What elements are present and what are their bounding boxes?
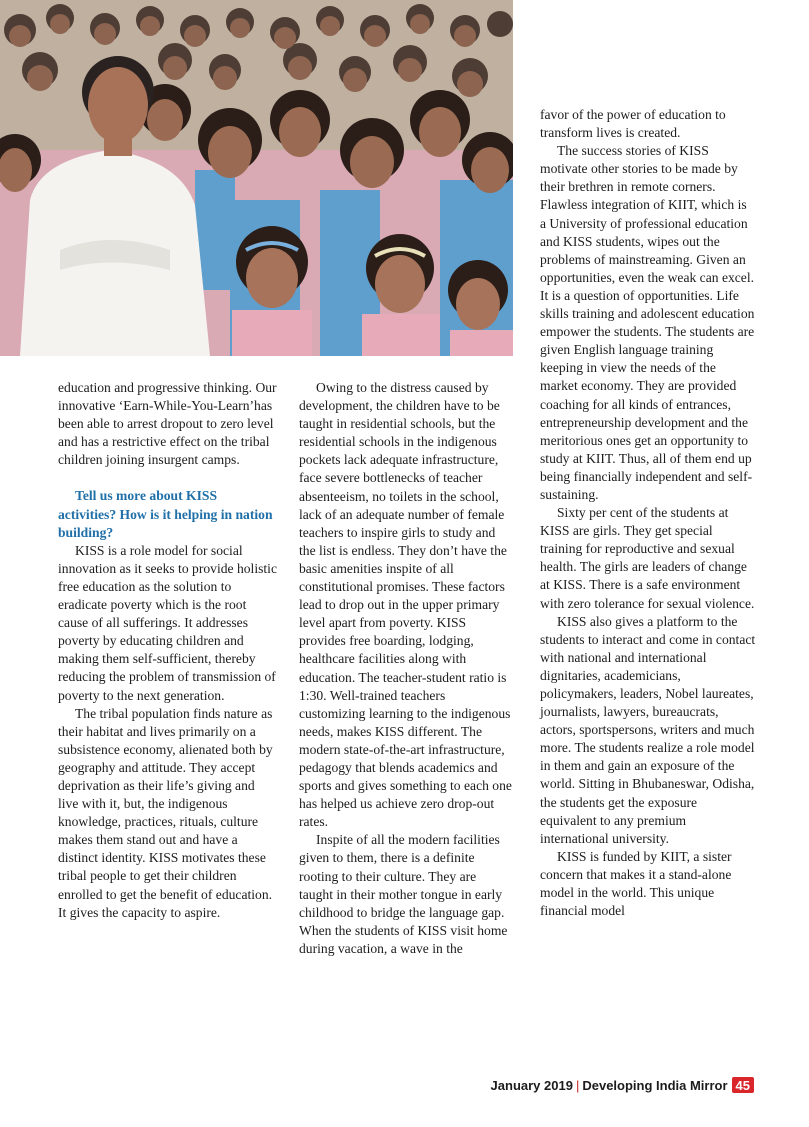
- column-1: [58, 379, 278, 922]
- column-2-paragraph-1: Owing to the distress caused by development, the children have to be taught in residential schools, but the residential schools in the indigenous pockets lack adequate infrastructure, face severe bottlenecks of teacher absenteeism, no toilets in the school, lack of an adequate number of female teachers to inspire girls to study and the list is endless. They don’t have the basic amenities inspite of all constitutional promises. These factors lead to drop out in the upper primary level apart from poverty. KISS provides free boarding, lodging, healthcare facilities along with education. The teacher-student ratio is 1:30. Well-trained teachers customizing learning to the indigenous needs, makes KISS different. The modern state-of-the-art infrastructure, pedagogy that blends academics and sports and gives something to each one has helped us achieve zero drop-out rates.: [299, 380, 512, 830]
- column-2-paragraph-2: Inspite of all the modern facilities given to them, there is a definite rooting to their culture. They are taught in their mother tongue in early childhood to bridge the language gap. When the students of KISS visit home during vacation, a wave in the: [299, 832, 508, 956]
- column-2: [299, 379, 512, 958]
- interview-question: Tell us more about KISS activities? How is it helping in nation building?: [58, 488, 273, 540]
- magazine-title: Developing India Mirror: [582, 1078, 728, 1093]
- page-footer: [460, 1077, 754, 1093]
- page-number-badge: 45: [732, 1077, 754, 1093]
- column-1-paragraph-3: The tribal population finds nature as their habitat and lives primarily on a subsistence economy, alienated both by geography and attitude. They accept deprivation as their life’s giving and live with it, but, the indigenous knowledge, practices, rituals, culture makes them stand out and have a distinct identity. KISS motivates these tribal people to get their children enrolled to get the benefit of education. It gives the capacity to aspire.: [58, 705, 273, 920]
- footer-separator: |: [575, 1078, 580, 1093]
- column-1-paragraph-1: education and progressive thinking. Our innovative ‘Earn-While-You-Learn’has been able to arrest dropout to zero level and has a restrictive effect on the tribal children joining insurgent camps.: [58, 380, 277, 468]
- column-1-paragraph-2: KISS is a role model for social innovation as it seeks to provide holistic free education as the solution to eradicate poverty which is the root cause of all sufferings. It addresses poverty by educating children and making them self-sufficient, thereby reducing the problem of transmission of poverty to the next generation.: [58, 542, 277, 703]
- column-3-paragraph-3: Sixty per cent of the students at KISS are girls. They get special training for reproductive and sexual health. The girls are leaders of change at KISS. There is a safe environment with zero tolerance for sexual violence.: [540, 505, 755, 611]
- column-3-paragraph-2: The success stories of KISS motivate other stories to be made by their brethren in remote corners. Flawless integration of KIIT, which is a University of professional education and KISS students, wipes out the problems of mainstreaming. Given an opportunities, even the weak can excel. It is a question of opportunities. Life skills training and adolescent education empower the students. The students are given English language training keeping in view the needs of the market economy. They are provided coaching for all kinds of entrances, entrepreneurship development and the meritorious ones get an opportunity to study at KIIT. Thus, all of them end up being financially independent and self-sustaining.: [540, 143, 755, 502]
- column-3-paragraph-5: KISS is funded by KIIT, a sister concern that makes it a stand-alone model in the world. This unique financial model: [540, 848, 732, 919]
- group-photo: [0, 0, 513, 356]
- group-photo-illustration: [0, 0, 513, 356]
- column-3: [540, 106, 756, 920]
- column-3-paragraph-4: KISS also gives a platform to the students to interact and come in contact with national and international dignitaries, academicians, policymakers, leaders, Nobel laureates, journalists, lawyers, bureaucrats, actors, sportspersons, writers and much more. The students realize a role model in them and gain an exposure of the world. Sitting in Bhubaneswar, Odisha, the students get the exposure equivalent to any premium international university.: [540, 613, 756, 846]
- issue-date: January 2019: [490, 1078, 573, 1093]
- column-3-paragraph-1: favor of the power of education to transform lives is created.: [540, 107, 726, 141]
